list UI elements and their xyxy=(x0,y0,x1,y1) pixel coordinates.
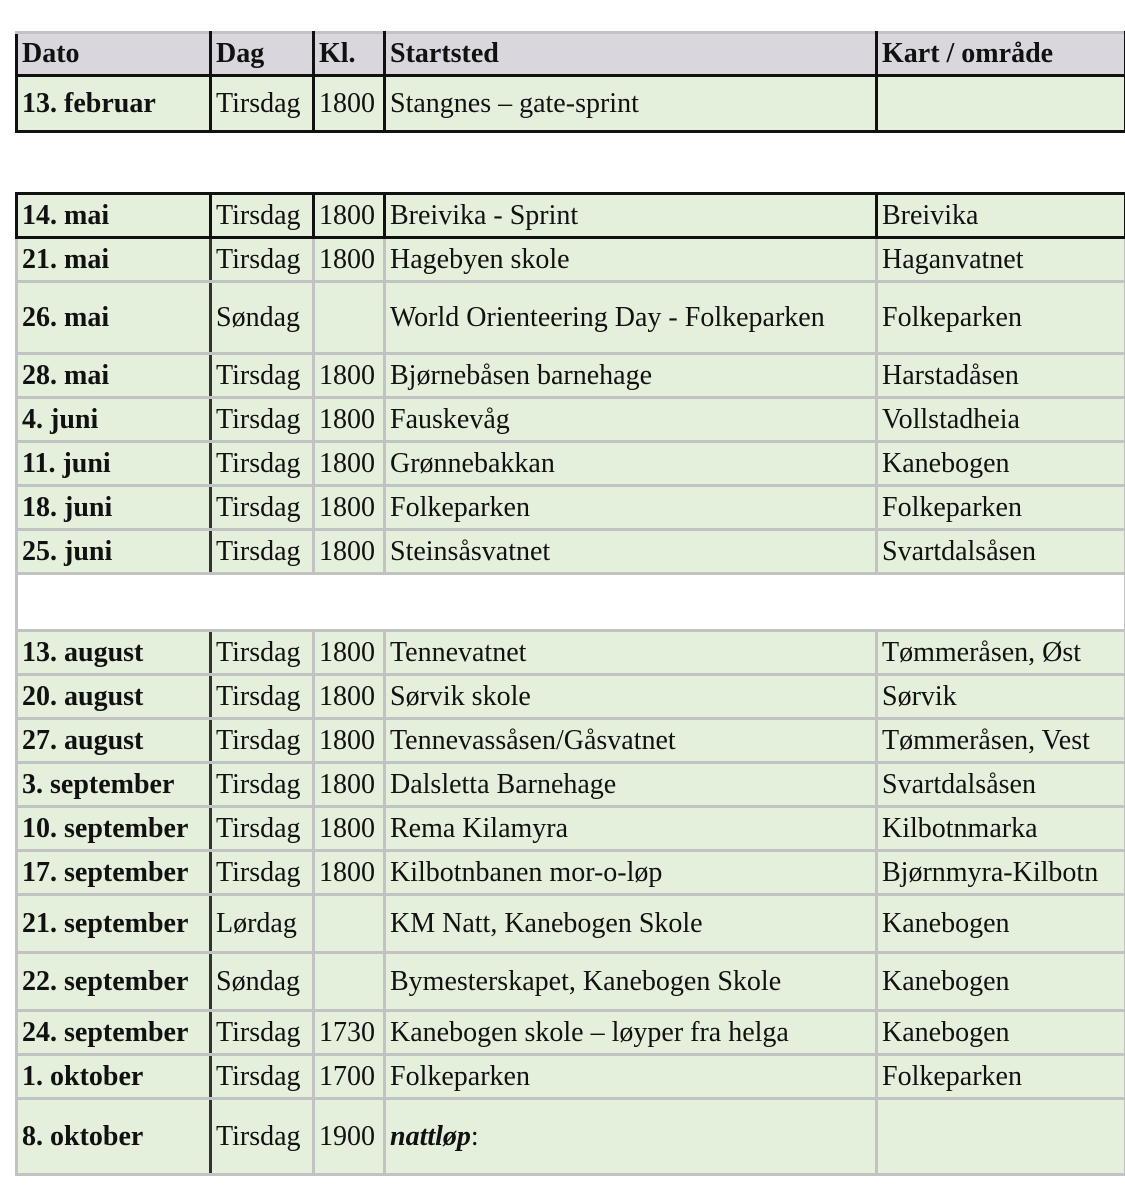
map-cell: Folkeparken xyxy=(877,1055,1125,1099)
day-cell: Tirsdag xyxy=(211,76,314,132)
table-row xyxy=(17,238,1125,282)
start-cell xyxy=(385,1099,877,1175)
table-row xyxy=(17,486,1125,530)
date-cell: 17. september xyxy=(17,851,211,895)
time-cell: 1800 xyxy=(314,486,385,530)
start-cell: Stangnes – gate-sprint xyxy=(385,76,877,132)
map-cell xyxy=(877,1099,1125,1175)
map-cell: Haganvatnet xyxy=(877,238,1125,282)
date-cell: 28. mai xyxy=(17,354,211,398)
date-cell: 18. juni xyxy=(17,486,211,530)
date-cell: 21. september xyxy=(17,895,211,953)
start-cell: Tennevassåsen/Gåsvatnet xyxy=(385,719,877,763)
date-cell: 22. september xyxy=(17,953,211,1011)
table-row xyxy=(17,895,1125,953)
date-cell: 14. mai xyxy=(17,194,211,238)
day-cell: Tirsdag xyxy=(211,631,314,675)
map-cell xyxy=(877,76,1125,132)
start-cell: Bjørnebåsen barnehage xyxy=(385,354,877,398)
start-cell: Tennevatnet xyxy=(385,631,877,675)
time-cell: 1730 xyxy=(314,1011,385,1055)
time-cell xyxy=(314,895,385,953)
start-cell: KM Natt, Kanebogen Skole xyxy=(385,895,877,953)
day-cell: Tirsdag xyxy=(211,1055,314,1099)
day-cell: Tirsdag xyxy=(211,807,314,851)
time-cell: 1800 xyxy=(314,398,385,442)
date-cell: 1. oktober xyxy=(17,1055,211,1099)
map-cell: Svartdalsåsen xyxy=(877,763,1125,807)
date-cell: 11. juni xyxy=(17,442,211,486)
day-cell: Tirsdag xyxy=(211,354,314,398)
day-cell: Tirsdag xyxy=(211,238,314,282)
day-cell: Lørdag xyxy=(211,895,314,953)
start-cell: Sørvik skole xyxy=(385,675,877,719)
table-row xyxy=(17,807,1125,851)
table-row xyxy=(17,530,1125,574)
header-day: Dag xyxy=(211,33,314,76)
start-cell: Grønnebakkan xyxy=(385,442,877,486)
map-cell: Svartdalsåsen xyxy=(877,530,1125,574)
table-row xyxy=(17,1099,1125,1175)
date-cell: 13. august xyxy=(17,631,211,675)
day-cell: Tirsdag xyxy=(211,719,314,763)
table-row xyxy=(17,719,1125,763)
table-row xyxy=(17,1011,1125,1055)
day-cell: Tirsdag xyxy=(211,763,314,807)
time-cell: 1800 xyxy=(314,807,385,851)
day-cell: Tirsdag xyxy=(211,1099,314,1175)
day-cell: Tirsdag xyxy=(211,486,314,530)
table-row xyxy=(17,763,1125,807)
time-cell: 1800 xyxy=(314,530,385,574)
start-cell: Steinsåsvatnet xyxy=(385,530,877,574)
day-cell: Tirsdag xyxy=(211,1011,314,1055)
date-cell: 24. september xyxy=(17,1011,211,1055)
table-row xyxy=(17,851,1125,895)
start-cell: Fauskevåg xyxy=(385,398,877,442)
table-row xyxy=(17,631,1125,675)
map-cell: Kanebogen xyxy=(877,953,1125,1011)
time-cell: 1800 xyxy=(314,675,385,719)
time-cell xyxy=(314,282,385,354)
start-cell: Bymesterskapet, Kanebogen Skole xyxy=(385,953,877,1011)
start-cell: Kanebogen skole – løyper fra helga xyxy=(385,1011,877,1055)
header-start: Startsted xyxy=(385,33,877,76)
map-cell: Kanebogen xyxy=(877,1011,1125,1055)
day-cell: Søndag xyxy=(211,282,314,354)
map-cell: Tømmeråsen, Øst xyxy=(877,631,1125,675)
table-row xyxy=(17,282,1125,354)
table-row xyxy=(17,354,1125,398)
start-cell: Dalsletta Barnehage xyxy=(385,763,877,807)
start-cell: Rema Kilamyra xyxy=(385,807,877,851)
map-cell: Kilbotnmarka xyxy=(877,807,1125,851)
date-cell: 10. september xyxy=(17,807,211,851)
table-row xyxy=(17,953,1125,1011)
season-schedule-table xyxy=(15,192,1125,1176)
start-emphasis: nattløp xyxy=(390,1120,471,1152)
time-cell: 1700 xyxy=(314,1055,385,1099)
start-cell: Folkeparken xyxy=(385,486,877,530)
time-cell: 1800 xyxy=(314,719,385,763)
table-row xyxy=(17,398,1125,442)
map-cell: Harstadåsen xyxy=(877,354,1125,398)
start-cell: Folkeparken xyxy=(385,1055,877,1099)
map-cell: Breivika xyxy=(877,194,1125,238)
table-row xyxy=(17,76,1125,132)
day-cell: Tirsdag xyxy=(211,442,314,486)
header-time: Kl. xyxy=(314,33,385,76)
header-row xyxy=(17,33,1125,76)
time-cell xyxy=(314,953,385,1011)
day-cell: Tirsdag xyxy=(211,398,314,442)
time-cell: 1800 xyxy=(314,851,385,895)
date-cell: 26. mai xyxy=(17,282,211,354)
map-cell: Kanebogen xyxy=(877,442,1125,486)
date-cell: 4. juni xyxy=(17,398,211,442)
start-cell: World Orienteering Day - Folkeparken xyxy=(385,282,877,354)
header-map: Kart / område xyxy=(877,33,1125,76)
day-cell: Tirsdag xyxy=(211,530,314,574)
day-cell: Tirsdag xyxy=(211,675,314,719)
table-row xyxy=(17,1055,1125,1099)
header-date: Dato xyxy=(17,33,211,76)
winter-schedule-table xyxy=(15,31,1125,133)
time-cell: 1800 xyxy=(314,194,385,238)
time-cell: 1800 xyxy=(314,238,385,282)
time-cell: 1800 xyxy=(314,631,385,675)
table-row xyxy=(17,675,1125,719)
start-cell: Kilbotnbanen mor-o-løp xyxy=(385,851,877,895)
map-cell: Folkeparken xyxy=(877,282,1125,354)
date-cell: 3. september xyxy=(17,763,211,807)
date-cell: 21. mai xyxy=(17,238,211,282)
blank-cell xyxy=(17,574,1125,631)
date-cell: 27. august xyxy=(17,719,211,763)
map-cell: Tømmeråsen, Vest xyxy=(877,719,1125,763)
date-cell: 20. august xyxy=(17,675,211,719)
map-cell: Bjørnmyra-Kilbotn xyxy=(877,851,1125,895)
blank-separator-row xyxy=(17,574,1125,631)
map-cell: Sørvik xyxy=(877,675,1125,719)
table-row xyxy=(17,194,1125,238)
day-cell: Tirsdag xyxy=(211,851,314,895)
start-cell: Hagebyen skole xyxy=(385,238,877,282)
date-cell: 25. juni xyxy=(17,530,211,574)
day-cell: Tirsdag xyxy=(211,194,314,238)
map-cell: Vollstadheia xyxy=(877,398,1125,442)
date-cell: 13. februar xyxy=(17,76,211,132)
start-cell: Breivika - Sprint xyxy=(385,194,877,238)
map-cell: Folkeparken xyxy=(877,486,1125,530)
time-cell: 1800 xyxy=(314,442,385,486)
day-cell: Søndag xyxy=(211,953,314,1011)
time-cell: 1800 xyxy=(314,354,385,398)
time-cell: 1900 xyxy=(314,1099,385,1175)
time-cell: 1800 xyxy=(314,76,385,132)
time-cell: 1800 xyxy=(314,763,385,807)
map-cell: Kanebogen xyxy=(877,895,1125,953)
start-suffix: : xyxy=(470,1120,479,1152)
date-cell: 8. oktober xyxy=(17,1099,211,1175)
table-row xyxy=(17,442,1125,486)
